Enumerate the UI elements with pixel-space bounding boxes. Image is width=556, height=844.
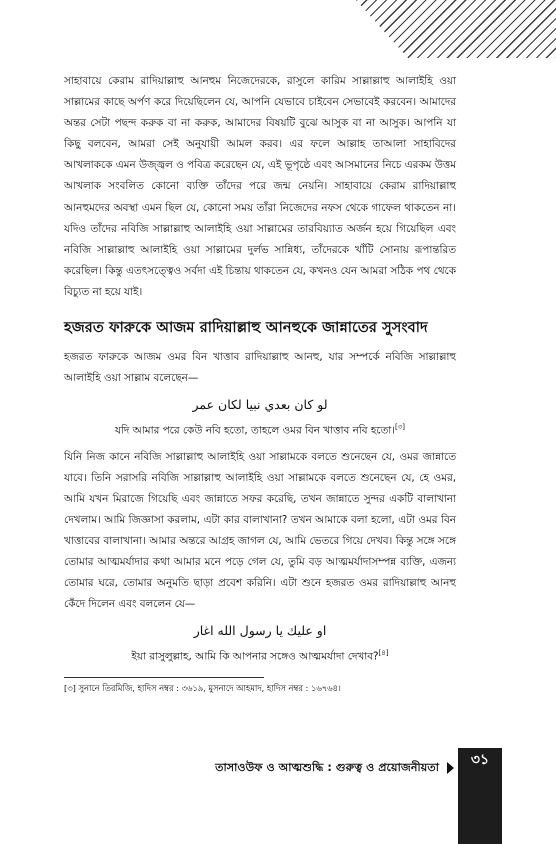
running-footer (190, 758, 454, 778)
paragraph-3: যিনি নিজ কানে নবিজি সাল্লাল্লাহু আলাইহি ওয়া সাল্লামকে বলতে শুনেছেন যে, ওমর জান্নাতে যাবে। তিনি সরাসরি নবিজি সাল্লাল্লাহু আলাইহি ওয়া সাল্লামকে বলতে শুনেছেন যে, হে ওমর, আমি যখন মিরাজে গিয়েছি এবং জান্নাতে সফর করেছি, তখন জান্নাতে সুন্দর একটি বালাখানা দেখলাম। আমি জিজ্ঞাসা করলাম, এটা কার বালাখানা? তখন আমাকে বলা হলো, এটা ওমর বিন খাত্তাবের বালাখানা। আমার অন্তরে আগ্রহ জাগল যে, আমি ভেতরে গিয়ে দেখব। কিন্তু সঙ্গে সঙ্গে তোমার আত্মমর্যাদার কথা আমার মনে পড়ে গেল যে, তুমি বড় আত্মমর্যাদাসম্পন্ন ব্যক্তি, এজন্য তোমার ঘরে, তোমার অনুমতি ছাড়া প্রবেশ করিনি। এটা শুনে হজরত ওমর রাদিয়াল্লাহু আনহু কেঁদে দিলেন এবং বললেন যে— (64, 450, 456, 611)
page-number: ৩১ (470, 752, 490, 768)
translation-1 (64, 417, 456, 440)
footnote-ref-3: [৩] (395, 423, 406, 432)
paragraph-2: হজরত ফারুকে আজম ওমর বিন খাত্তাব রাদিয়াল্লাহু আনহু, যার সম্পর্কে নবিজি সাল্লাল্লাহু আলাইহি ওয়া সাল্লাম বলেছেন— (64, 351, 456, 385)
footnote: [৩] সুনানে তিরমিজি, হাদিস নম্বর : ৩৬১৯, মুসনাদে আহমাদ, হাদিস নম্বর : ১৬৭৬৪। (64, 682, 341, 693)
book-title: তাসাওউফ ও আত্মশুদ্ধি : গুরুত্ব ও প্রয়োজনীয়তা (215, 760, 439, 774)
translation-2-text: ইয়া রাসুলুল্লাহ, আমি কি আপনার সঙ্গেও আত্মমর্যাদা দেখাব? (131, 650, 379, 663)
arrow-right-icon (447, 762, 454, 774)
footnote-divider (64, 677, 264, 678)
decorative-stripes (356, 0, 556, 58)
arabic-quote-1: لو كان بعدي نبيا لكان عمر (192, 397, 328, 413)
paragraph-1: সাহাবায়ে কেরাম রাদিয়াল্লাহু আনহুম নিজেদেরকে, রাসুলে কারিম সাল্লাল্লাহু আলাইহি ওয়া সাল্লামের কাছে অর্পণ করে দিয়েছিলেন যে, আপনি যেভাবে চাইবেন সেভাবেই করবেন। আমাদের অন্তর সেটা পছন্দ করুক বা না করুক, আমাদের বিষয়টি বুঝে আসুক বা না আসুক। আপনি যা কিছু বলবেন, আমরা সেই অনুযায়ী আমল করব। এর ফলে আল্লাহ তাআলা সাহাবিদের আখলাককে এমন উজ্জ্বল ও পবিত্র করেছেন যে, এই ভূপৃষ্ঠে এবং আসমানের নিচে এরকম উত্তম আখলাক সংবলিত কোনো ব্যক্তি তাঁদের পরে জন্ম নেয়নি। সাহাবায়ে কেরাম রাদিয়াল্লাহু আনহুমদের অবস্থা এমন ছিল যে, কোনো সময় তাঁরা নিজেদের নফস থেকে গাফেল থাকতেন না। যদিও তাঁদের নবিজি সাল্লাল্লাহু আলাইহি ওয়া সাল্লামের তারবিয়্যাত অর্জন হয়ে গিয়েছিল এবং নবিজি সাল্লাল্লাহু আলাইহি ওয়া সাল্লামের দুর্লভ সান্নিধ্য, তাঁদেরকে খাঁটি সোনায় রূপান্তরিত করেছিল। কিন্তু এতৎসত্ত্বেও সর্বদা এই চিন্তায় থাকতেন যে, কখনও যেন আমরা সঠিক পথ থেকে বিচ্যুত না হয়ে যাই। (64, 75, 456, 298)
translation-1-text: যদি আমার পরে কেউ নবি হতো, তাহলে ওমর বিন খাত্তাব নবি হতো। (114, 424, 396, 437)
page-content (64, 71, 456, 694)
section-heading: হজরত ফারুকে আজম রাদিয়াল্লাহু আনহুকে জান্নাতের সুসংবাদ (64, 320, 428, 337)
translation-2 (64, 643, 456, 666)
arabic-quote-2: او عليك يا رسول الله اغار (193, 623, 327, 639)
footnote-ref-4: [৪] (378, 649, 389, 658)
